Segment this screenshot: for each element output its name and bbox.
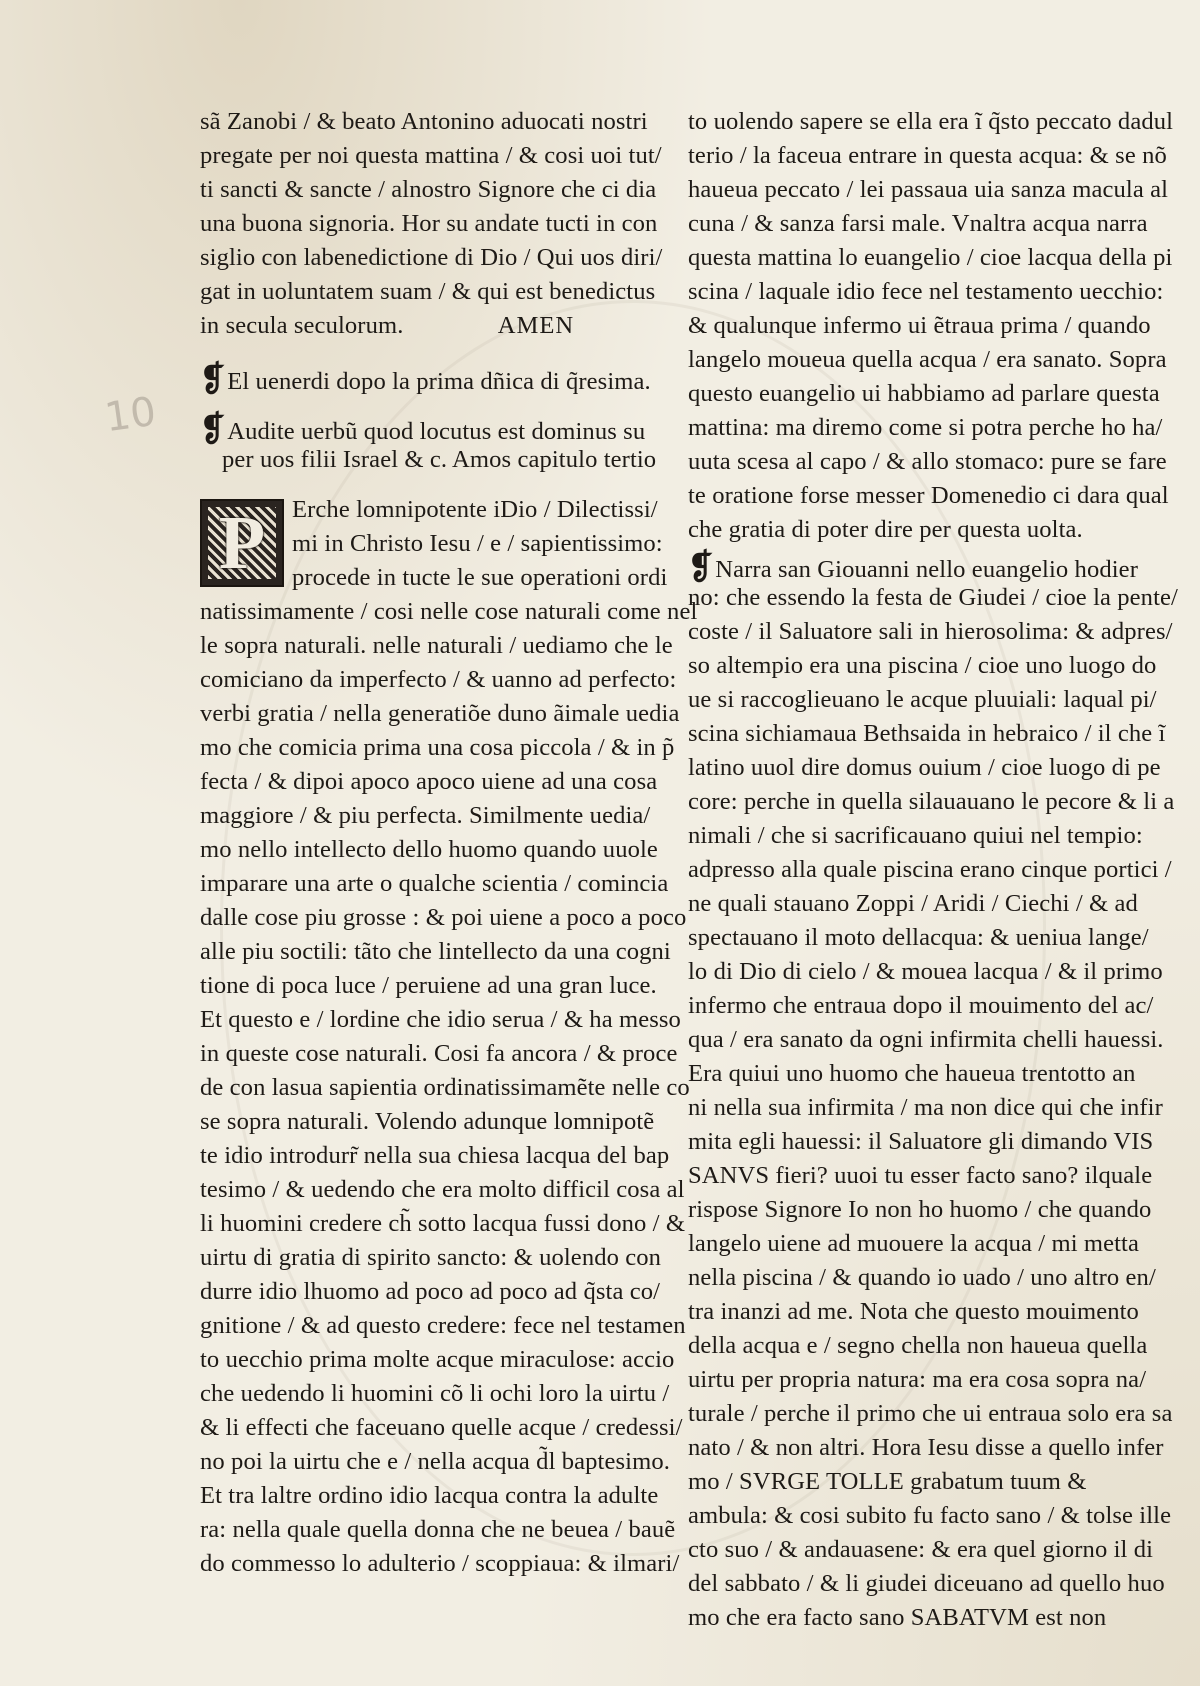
initial-line: Erche lomnipotente iDio / Dilectissi/ (292, 496, 658, 523)
left-body-line: che uedendo li huomini cõ li ochi loro la uirtu / (200, 1380, 670, 1407)
right-b-line: nimali / che si sacrificauano quiui nel tempio: (688, 822, 1143, 849)
left-body-line: mo che comicia prima una cosa piccola / & in p̃ (200, 734, 675, 761)
right-b-line: coste / il Saluatore sali in hierosolima: & adpres/ (688, 618, 1173, 645)
closing-phrase: in secula seculorum. (200, 312, 404, 339)
left-body-line: gnitione / & ad questo credere: fece nel testamen (200, 1312, 686, 1339)
right-b-line: spectauano il moto dellacqua: & ueniua lange/ (688, 924, 1149, 951)
right-lines-b (688, 581, 1178, 1635)
left-body-line: durre idio lhuomo ad poco ad poco ad q̃sta co/ (200, 1278, 661, 1305)
right-a-line: langelo moueua quella acqua / era sanato. Sopra (688, 346, 1167, 373)
margin-pencil-mark: 10 (102, 388, 159, 442)
left-body-line: le sopra naturali. nelle naturali / uediamo che le (200, 632, 673, 659)
paragraph-start (688, 547, 1160, 587)
left-body-line: to uecchio prima molte acque miraculose: accio (200, 1346, 675, 1373)
left-top-line: siglio con labenedictione di Dio / Qui uos diri/ (200, 244, 663, 271)
right-b-line: qua / era sanato da ogni infirmita chelli hauessi. (688, 1026, 1164, 1053)
left-body-line: ra: nella quale quella donna che ne beuea / bauẽ (200, 1516, 676, 1543)
right-b-line: uirtu per propria natura: ma era cosa sopra na/ (688, 1366, 1147, 1393)
right-b-line: ne quali stauano Zoppi / Aridi / Ciechi / & ad (688, 890, 1138, 917)
quote-text-1: Audite uerbũ quod locutus est dominus su (227, 418, 646, 445)
left-body-line: imparare una arte o qualche scientia / comincia (200, 870, 669, 897)
right-a-line: & qualunque infermo ui ẽtraua prima / quando (688, 312, 1151, 339)
left-body-line: fecta / & dipoi apoco apoco uiene ad una cosa (200, 768, 658, 795)
left-body-line: verbi gratia / nella generatiõe duno ãimale uedia (200, 700, 680, 727)
left-body-line: Et tra laltre ordino idio lacqua contra la adulte (200, 1482, 659, 1509)
left-body-line: uirtu di gratia di spirito sancto: & uolendo con (200, 1244, 662, 1271)
left-body-line: dalle cose piu grosse : & poi uiene a poco a poco (200, 904, 687, 931)
heading-text: El uenerdi dopo la prima dñica di q̃resima. (227, 368, 651, 395)
scripture-quote-line-2: per uos filii Israel & c. Amos capitulo tertio (222, 446, 657, 473)
right-b-line: mita egli hauessi: il Saluatore gli dimando VIS (688, 1128, 1154, 1155)
initial-line: procede in tucte le sue operationi ordi (292, 564, 668, 591)
right-b-line: langelo uiene ad muouere la acqua / mi metta (688, 1230, 1140, 1257)
right-a-line: te oratione forse messer Domenedio ci dara qual (688, 482, 1169, 509)
left-body-line: in queste cose naturali. Cosi fa ancora / & proce (200, 1040, 678, 1067)
left-body-line: alle piu soctili: tãto che lintellecto da una cogni (200, 938, 671, 965)
left-body-line: li huomini credere ch̃ sotto lacqua fussi dono / & (200, 1210, 686, 1237)
right-a-line: scina / laquale idio fece nel testamento uecchio: (688, 278, 1164, 305)
amen-text: AMEN (497, 312, 575, 339)
right-a-line: mattina: ma diremo come si potra perche ho ha/ (688, 414, 1163, 441)
right-b-line: ni nella sua infirmita / ma non dice qui che infir (688, 1094, 1163, 1121)
scripture-quote-line-1 (200, 409, 662, 449)
left-body-line: te idio introdurr̃ nella sua chiesa lacqua del bap (200, 1142, 670, 1169)
left-body-line: se sopra naturali. Volendo adunque lomnipotẽ (200, 1108, 655, 1135)
right-b-line: cto suo / & andauasene: & era quel giorno il di (688, 1536, 1154, 1563)
paragraph-first-text: Narra san Giouanni nello euangelio hodier (715, 556, 1138, 583)
right-b-line: Era quiui uno huomo che haueua trentotto an (688, 1060, 1136, 1087)
left-body-line: natissimamente / cosi nelle cose naturali come nel (200, 598, 698, 625)
left-body-line: mo nello intellecto dello huomo quando uuole (200, 836, 658, 863)
right-a-line: cuna / & sanza farsi male. Vnaltra acqua narra (688, 210, 1148, 237)
left-column (200, 105, 698, 1581)
left-body-line: tesimo / & uedendo che era molto difficil cosa al (200, 1176, 685, 1203)
right-a-line: che gratia di poter dire per questa uolta. (688, 516, 1083, 543)
right-a-line: questo euangelio ui habbiamo ad parlare questa (688, 380, 1160, 407)
left-top-line: sã Zanobi / & beato Antonino aduocati nostri (200, 108, 648, 135)
right-b-line: no: che essendo la festa de Giudei / cioe la pente/ (688, 584, 1178, 611)
pilcrow-icon: ❡ (200, 360, 226, 399)
left-body-line: Et questo e / lordine che idio serua / & ha messo (200, 1006, 681, 1033)
pilcrow-icon: ❡ (688, 548, 714, 587)
right-b-line: della acqua e / segno chella non haueua quella (688, 1332, 1148, 1359)
initial-letter: P (218, 501, 266, 585)
initial-paragraph (200, 493, 668, 595)
left-top-line: una buona signoria. Hor su andate tucti in con (200, 210, 658, 237)
right-b-line: so altempio era una piscina / cioe uno luogo do (688, 652, 1157, 679)
right-column (688, 105, 1178, 1635)
left-body-line: no poi la uirtu che e / nella acqua d̃l baptesimo. (200, 1448, 670, 1475)
sermon-heading (200, 359, 662, 399)
right-b-line: latino uuol dire domus ouium / cioe luogo di pe (688, 754, 1161, 781)
right-b-line: ue si raccoglieuano le acque pluuiali: laqual pi/ (688, 686, 1157, 713)
right-b-line: infermo che entraua dopo il mouimento del ac/ (688, 992, 1154, 1019)
closing-line (200, 309, 662, 343)
right-b-line: mo che era facto sano SABATVM est non (688, 1604, 1107, 1631)
right-b-line: nella piscina / & quando io uado / uno altro en/ (688, 1264, 1156, 1291)
left-body-line: & li effecti che faceuano quelle acque / credessi/ (200, 1414, 683, 1441)
left-body-line: de con lasua sapientia ordinatissimamẽte nelle co (200, 1074, 690, 1101)
decorated-initial-icon (200, 499, 284, 587)
right-b-line: core: perche in quella silauauano le pecore & li a (688, 788, 1175, 815)
right-b-line: adpresso alla quale piscina erano cinque portici / (688, 856, 1172, 883)
right-b-line: SANVS fieri? uuoi tu esser facto sano? ilquale (688, 1162, 1153, 1189)
left-opening-lines (200, 105, 662, 309)
left-body-lines (200, 595, 698, 1581)
right-b-line: turale / perche il primo che ui entraua solo era sa (688, 1400, 1173, 1427)
initial-line: mi in Christo Iesu / e / sapientissimo: (292, 530, 663, 557)
left-top-line: gat in uoluntatem suam / & qui est benedictus (200, 278, 656, 305)
right-a-line: uuta scesa al capo / & allo stomaco: pure se fare (688, 448, 1167, 475)
right-b-line: del sabbato / & li giudei diceuano ad quello huo (688, 1570, 1165, 1597)
right-lines-a (688, 105, 1174, 547)
right-a-line: haueua peccato / lei passaua uia sanza macula al (688, 176, 1169, 203)
right-a-line: to uolendo sapere se ella era ĩ q̃sto peccato dadul (688, 108, 1174, 135)
right-a-line: questa mattina lo euangelio / cioe lacqua della pi (688, 244, 1173, 271)
left-body-line: comiciano da imperfecto / & uanno ad perfecto: (200, 666, 677, 693)
right-b-line: scina sichiamaua Bethsaida in hebraico / il che ĩ (688, 720, 1166, 747)
left-top-line: ti sancti & sancte / alnostro Signore che ci dia (200, 176, 657, 203)
left-body-line: do commesso lo adulterio / scoppiaua: & ilmari/ (200, 1550, 680, 1577)
right-b-line: rispose Signore Io non ho huomo / che quando (688, 1196, 1152, 1223)
right-b-line: nato / & non altri. Hora Iesu disse a quello infer (688, 1434, 1164, 1461)
right-b-line: tra inanzi ad me. Nota che questo mouimento (688, 1298, 1139, 1325)
right-b-line: mo / SVRGE TOLLE grabatum tuum & (688, 1468, 1087, 1495)
right-b-line: ambula: & cosi subito fu facto sano / & tolse ille (688, 1502, 1172, 1529)
pilcrow-icon: ❡ (200, 410, 226, 449)
right-b-line: lo di Dio di cielo / & mouea lacqua / & il primo (688, 958, 1163, 985)
left-body-line: maggiore / & piu perfecta. Similmente uedia/ (200, 802, 651, 829)
left-top-line: pregate per noi questa mattina / & cosi uoi tut/ (200, 142, 662, 169)
left-body-line: tione di poca luce / peruiene ad una gran luce. (200, 972, 657, 999)
right-a-line: terio / la faceua entrare in questa acqua: & se nõ (688, 142, 1167, 169)
